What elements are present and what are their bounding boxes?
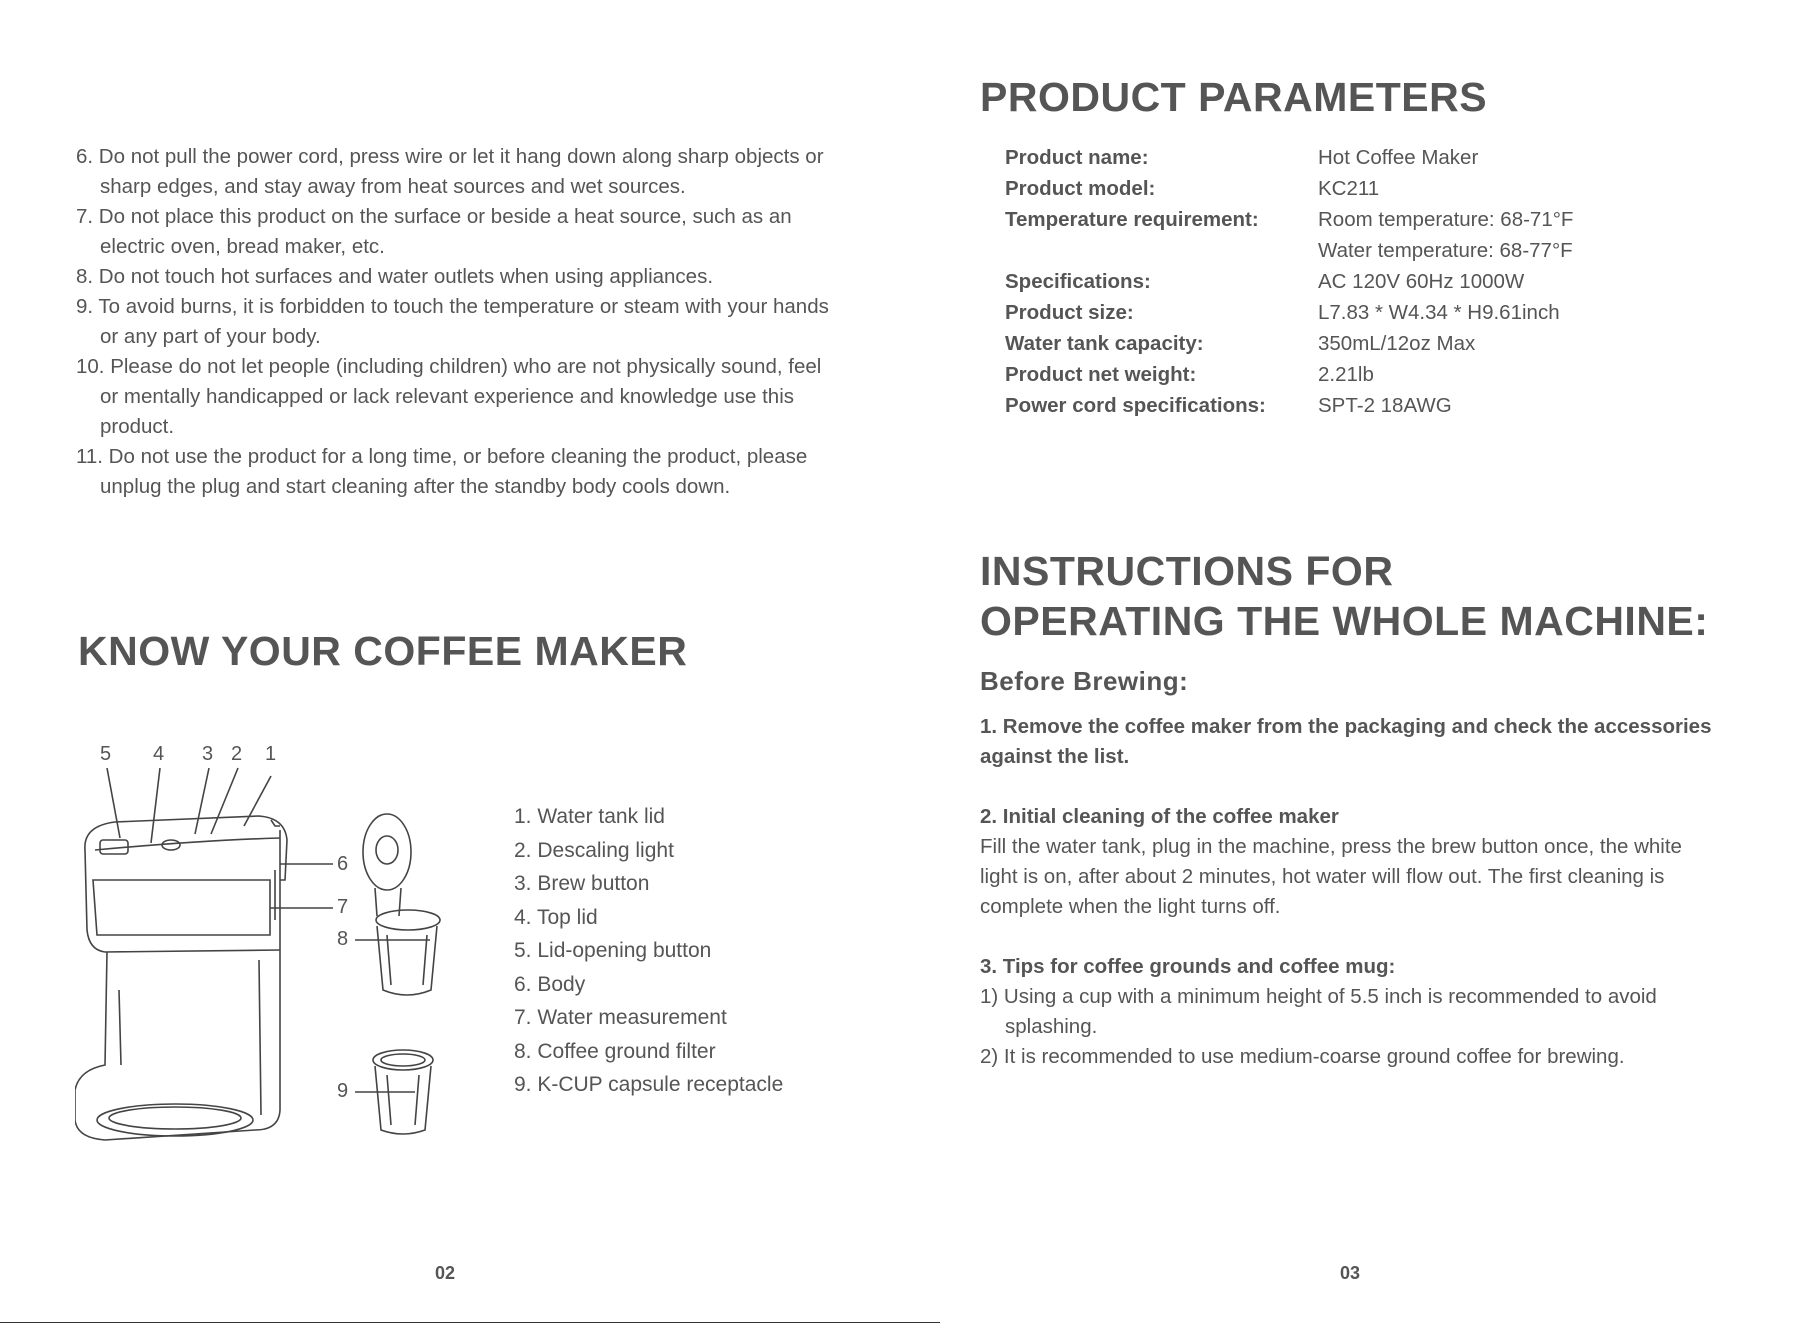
- param-value: L7.83 * W4.34 * H9.61inch: [1318, 301, 1560, 324]
- param-value: Water temperature: 68-77°F: [1318, 239, 1573, 262]
- safety-item: 10. Please do not let people (including children) who are not physically sound, feel or mentally handicapped or lack relevant experience and knowledge use this product.: [76, 355, 822, 438]
- tip-1: 1) Using a cup with a minimum height of 5.5 inch is recommended to avoid splashing.: [980, 985, 1657, 1038]
- callout-label: 5: [100, 743, 112, 765]
- param-label: Power cord specifications:: [1005, 394, 1266, 417]
- parts-item: 5. Lid-opening button: [514, 939, 712, 962]
- coffee-maker-diagram: [75, 730, 545, 1150]
- param-label: Temperature requirement:: [1005, 208, 1259, 231]
- param-value: KC211: [1318, 177, 1380, 200]
- callout-label: 4: [153, 743, 165, 765]
- param-value: SPT-2 18AWG: [1318, 394, 1452, 417]
- param-value: Room temperature: 68-71°F: [1318, 208, 1574, 231]
- param-value: 2.21lb: [1318, 363, 1374, 386]
- params-row: [1005, 390, 1573, 421]
- params-row: [1005, 204, 1573, 235]
- param-value: AC 120V 60Hz 1000W: [1318, 270, 1525, 293]
- callout-label: 7: [337, 896, 349, 918]
- param-label: Product model:: [1005, 177, 1156, 200]
- safety-item: 11. Do not use the product for a long time, or before cleaning the product, please unplug the plug and start cleaning after the standby body cools down.: [76, 445, 808, 498]
- bottom-rule: [0, 1322, 940, 1323]
- page-number-left: 02: [435, 1263, 456, 1283]
- param-label: Product name:: [1005, 146, 1149, 169]
- parts-item: 2. Descaling light: [514, 838, 674, 862]
- param-value: Hot Coffee Maker: [1318, 146, 1479, 169]
- instructions-heading-line: OPERATING THE WHOLE MACHINE:: [980, 598, 1709, 644]
- params-row: [1005, 297, 1573, 328]
- callout-label: 9: [337, 1080, 349, 1102]
- callout-label: 1: [265, 743, 277, 765]
- step-2-title: 2. Initial cleaning of the coffee maker: [980, 805, 1339, 828]
- know-heading: KNOW YOUR COFFEE MAKER: [78, 628, 688, 674]
- instructions-body: [980, 712, 1720, 1072]
- safety-item: 7. Do not place this product on the surface or beside a heat source, such as an electric oven, bread maker, etc.: [76, 205, 792, 258]
- parts-item: 8. Coffee ground filter: [514, 1039, 716, 1063]
- parts-item: 4. Top lid: [514, 905, 598, 929]
- before-brewing-heading: Before Brewing:: [980, 666, 1189, 696]
- param-value: 350mL/12oz Max: [1318, 332, 1476, 355]
- params-row: [1005, 235, 1573, 266]
- callout-label: 8: [337, 928, 349, 950]
- parts-item: 1. Water tank lid: [514, 805, 665, 828]
- params-row: [1005, 328, 1573, 359]
- params-row: [1005, 142, 1573, 173]
- page-number-right: 03: [1340, 1263, 1361, 1283]
- params-heading: PRODUCT PARAMETERS: [980, 74, 1488, 120]
- parts-item: 7. Water measurement: [514, 1006, 727, 1029]
- safety-item: 8. Do not touch hot surfaces and water outlets when using appliances.: [76, 265, 714, 288]
- callout-label: 2: [231, 743, 243, 765]
- instructions-heading: [980, 546, 1708, 646]
- safety-list: [76, 142, 836, 502]
- callout-label: 3: [202, 743, 214, 765]
- callout-label: 6: [337, 853, 349, 875]
- safety-item: 9. To avoid burns, it is forbidden to touch the temperature or steam with your hands or any part of your body.: [76, 295, 829, 348]
- param-label: Water tank capacity:: [1005, 332, 1204, 355]
- param-label: Product size:: [1005, 301, 1134, 324]
- parts-item: 6. Body: [514, 972, 586, 996]
- param-label: [1005, 235, 1318, 266]
- param-label: Specifications:: [1005, 270, 1151, 293]
- parts-list: [514, 800, 783, 1102]
- params-row: [1005, 266, 1573, 297]
- tip-2: 2) It is recommended to use medium-coarse ground coffee for brewing.: [980, 1045, 1625, 1068]
- safety-item: 6. Do not pull the power cord, press wire or let it hang down along sharp objects or sharp edges, and stay away from heat sources and wet sources.: [76, 145, 824, 198]
- params-table: [1005, 142, 1573, 421]
- step-1: 1. Remove the coffee maker from the packaging and check the accessories against the list.: [980, 715, 1712, 768]
- instructions-heading-line: INSTRUCTIONS FOR: [980, 548, 1394, 594]
- param-label: Product net weight:: [1005, 363, 1197, 386]
- step-2-text: Fill the water tank, plug in the machine, press the brew button once, the white light is on, after about 2 minutes, hot water will flow out. The first cleaning is complete when the light turns off.: [980, 835, 1682, 918]
- params-row: [1005, 359, 1573, 390]
- params-row: [1005, 173, 1573, 204]
- parts-item: 9. K-CUP capsule receptacle: [514, 1073, 784, 1096]
- step-3-title: 3. Tips for coffee grounds and coffee mug:: [980, 955, 1396, 978]
- parts-item: 3. Brew button: [514, 872, 650, 895]
